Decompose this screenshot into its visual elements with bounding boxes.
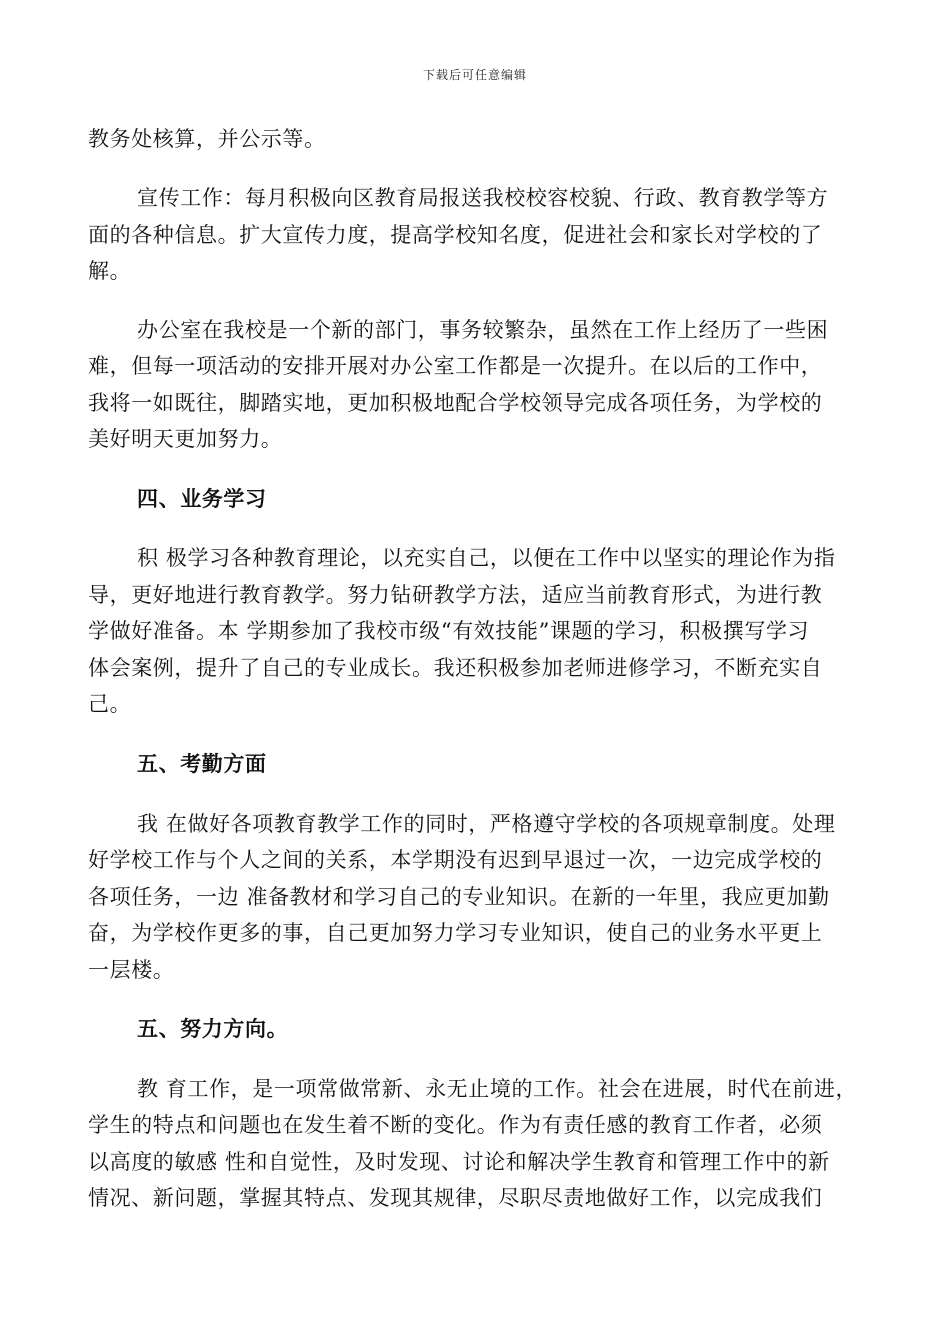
text-line: 办公室在我校是一个新的部门，事务较繁杂，虽然在工作上经历了一些困 xyxy=(137,318,829,342)
section-heading: 五、考勤方面 xyxy=(137,751,267,776)
text-line: 情况、新问题，掌握其特点、发现其规律，尽职尽责地做好工作，以完成我们 xyxy=(88,1186,823,1210)
text-line: 体会案例，提升了自己的专业成长。我还积极参加老师进修学习，不断充实自 xyxy=(88,656,823,680)
text-line: 学做好准备。本 学期参加了我校市级“有效技能”课题的学习，积极撰写学习 xyxy=(88,619,810,643)
text-line: 学生的特点和问题也在发生着不断的变化。作为有责任感的教育工作者，必须 xyxy=(88,1113,823,1137)
text-line: 教务处核算，并公示等。 xyxy=(88,127,326,151)
text-line: 我将一如既往，脚踏实地，更加积极地配合学校领导完成各项任务，为学校的 xyxy=(88,391,823,415)
text-line: 各项任务，一边 准备教材和学习自己的专业知识。在新的一年里，我应更加勤 xyxy=(88,885,830,909)
text-line: 导，更好地进行教育教学。努力钻研教学方法，适应当前教育形式，为进行教 xyxy=(88,583,823,607)
text-line: 以高度的敏感 性和自觉性，及时发现、讨论和解决学生教育和管理工作中的新 xyxy=(88,1150,830,1174)
text-line: 解。 xyxy=(88,259,132,283)
section-heading: 四、业务学习 xyxy=(137,486,267,511)
text-line: 好学校工作与个人之间的关系，本学期没有迟到早退过一次，一边完成学校的 xyxy=(88,848,823,872)
text-line: 奋，为学校作更多的事，自己更加努力学习专业知识，使自己的业务水平更上 xyxy=(88,921,823,945)
text-line: 美好明天更加努力。 xyxy=(88,427,283,451)
text-line: 面的各种信息。扩大宣传力度，提高学校知名度，促进社会和家长对学校的了 xyxy=(88,223,823,247)
section-heading: 五、努力方向。 xyxy=(137,1016,289,1041)
text-line: 积 极学习各种教育理论，以充实自己，以便在工作中以坚实的理论作为指 xyxy=(137,546,836,570)
text-line: 宣传工作：每月积极向区教育局报送我校校容校貌、行政、教育教学等方 xyxy=(137,186,829,210)
text-line: 教 育工作，是一项常做常新、永无止境的工作。社会在进展，时代在前进， xyxy=(137,1077,858,1101)
text-line: 我 在做好各项教育教学工作的同时，严格遵守学校的各项规章制度。处理 xyxy=(137,812,836,836)
text-line: 己。 xyxy=(88,692,132,716)
text-line: 一层楼。 xyxy=(88,958,175,982)
header-note: 下载后可任意编辑 xyxy=(422,68,527,82)
text-line: 难，但每一项活动的安排开展对办公室工作都是一次提升。在以后的工作中， xyxy=(88,354,823,378)
